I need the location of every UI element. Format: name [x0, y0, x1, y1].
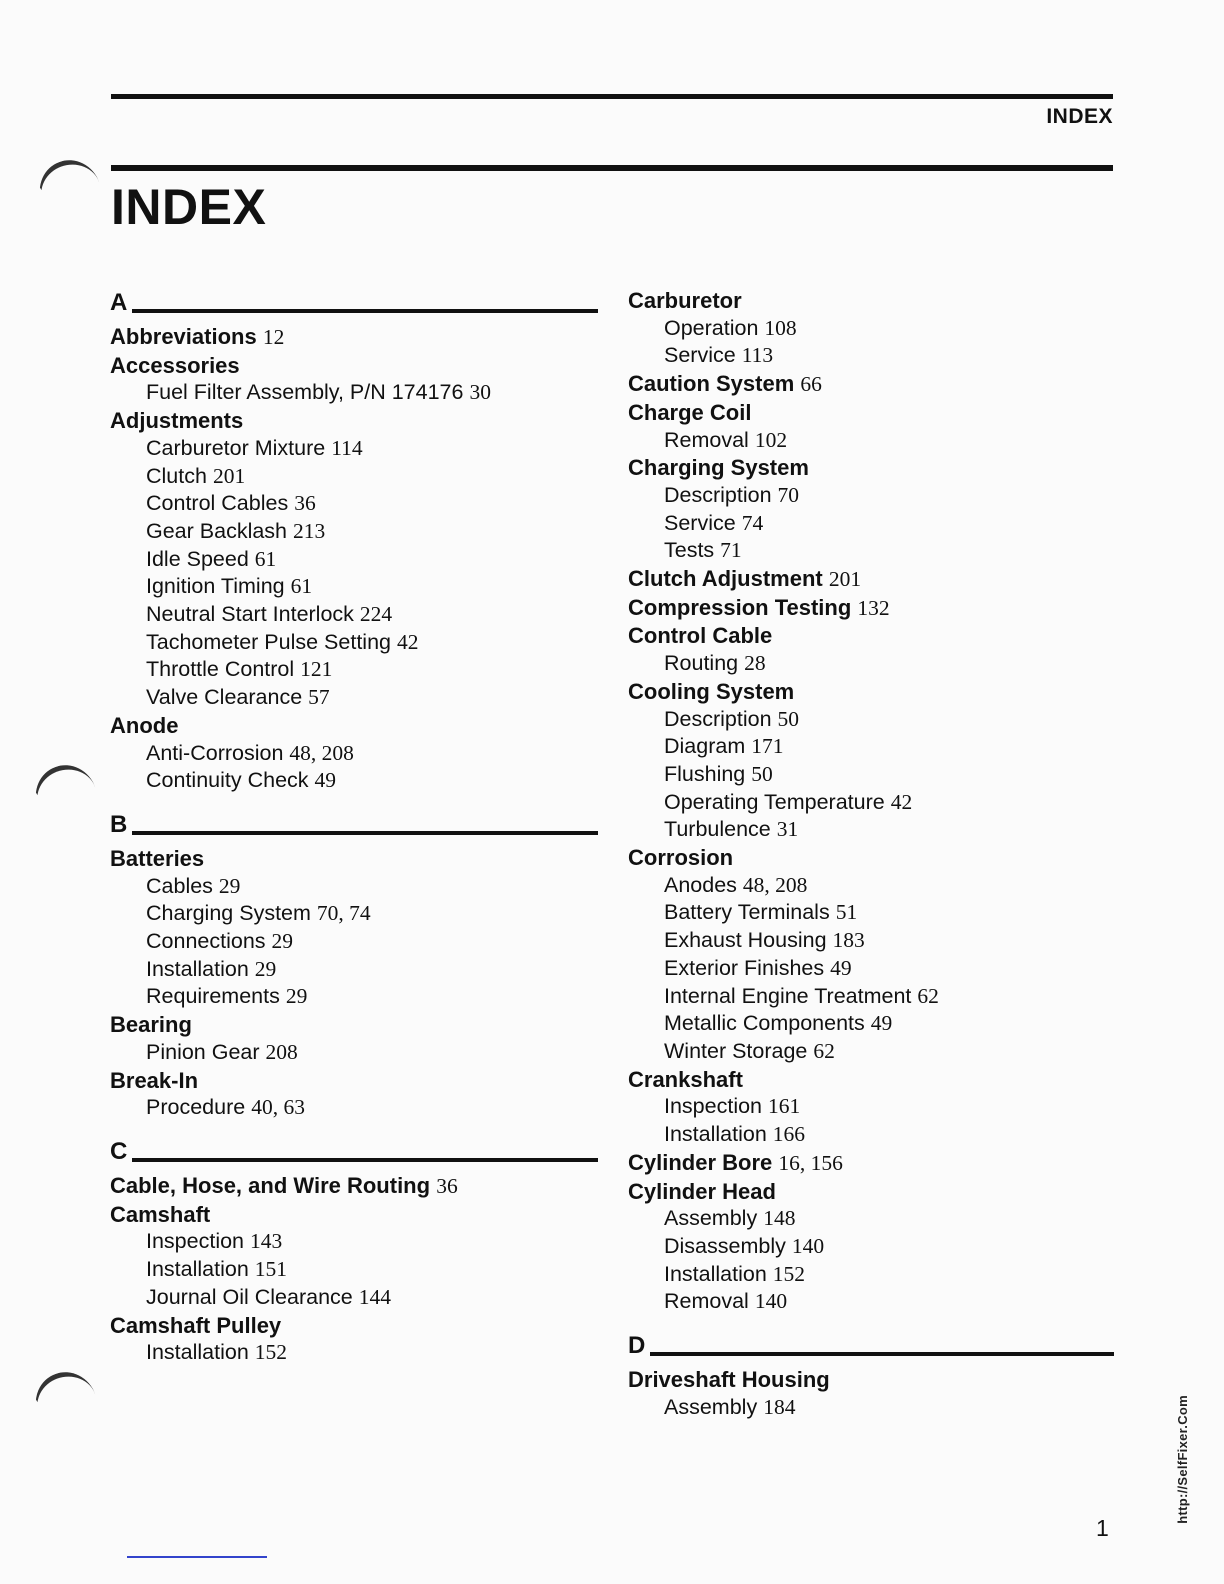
index-page-ref: 61 — [290, 574, 313, 599]
index-page-ref: 16, 156 — [778, 1150, 843, 1175]
index-term-label: Driveshaft Housing — [628, 1367, 830, 1393]
index-term-label: Anode — [110, 712, 179, 738]
index-page-ref: 66 — [800, 372, 822, 397]
index-page-ref: 49 — [314, 768, 337, 793]
index-subentry — [628, 955, 1114, 983]
index-term — [628, 454, 1114, 482]
index-term-label: Corrosion — [628, 845, 734, 871]
index-term — [628, 1066, 1114, 1094]
index-term-label: Compression Testing — [628, 594, 852, 620]
index-subentry — [110, 983, 598, 1011]
index-subentry — [110, 463, 598, 491]
section-letter-heading — [110, 1136, 598, 1172]
index-page-ref: 74 — [741, 510, 764, 535]
section-rule — [650, 1352, 1114, 1356]
index-page-ref: 113 — [741, 343, 774, 368]
index-subentry-label: Installation — [664, 1261, 767, 1286]
index-page-ref: 70, 74 — [316, 901, 371, 926]
index-subentry — [110, 1094, 598, 1122]
index-page-ref: 57 — [308, 685, 330, 710]
index-term-label: Cable, Hose, and Wire Routing — [110, 1172, 431, 1198]
index-term-label: Cylinder Bore — [628, 1149, 773, 1175]
index-subentry — [110, 601, 598, 629]
index-subentry — [628, 510, 1114, 538]
index-page-ref: 102 — [754, 427, 788, 452]
index-page-ref: 51 — [835, 900, 858, 925]
index-page-ref: 36 — [294, 491, 316, 516]
index-subentry-label: Installation — [146, 1257, 249, 1282]
index-term — [110, 1172, 598, 1201]
index-subentry-label: Metallic Components — [664, 1011, 865, 1036]
section-rule — [132, 831, 598, 835]
index-page-ref: 184 — [763, 1394, 796, 1419]
index-page-ref: 143 — [250, 1229, 283, 1254]
index-page-ref: 62 — [813, 1038, 835, 1063]
index-subentry — [628, 1205, 1114, 1233]
index-page-ref: 148 — [763, 1206, 796, 1231]
index-subentry-label: Service — [664, 343, 736, 368]
index-subentry — [628, 1093, 1114, 1121]
index-page-ref: 201 — [212, 463, 246, 488]
index-subentry-label: Inspection — [664, 1094, 763, 1119]
index-subentry — [628, 1261, 1114, 1289]
index-subentry-label: Procedure — [146, 1095, 246, 1120]
index-subentry — [110, 1039, 598, 1067]
index-subentry-label: Internal Engine Treatment — [664, 983, 912, 1008]
index-subentry-label: Fuel Filter Assembly, P/N 174176 — [146, 380, 464, 405]
index-page-ref: 48, 208 — [742, 872, 808, 897]
index-subentry-label: Description — [664, 482, 772, 507]
index-subentry — [110, 928, 598, 956]
index-page-ref: 140 — [791, 1233, 825, 1258]
index-subentry — [110, 573, 598, 601]
index-term — [628, 1178, 1114, 1206]
index-term-label: Break-In — [110, 1067, 199, 1093]
index-subentry — [110, 684, 598, 712]
index-term — [628, 399, 1114, 427]
index-page-ref: 61 — [254, 546, 277, 571]
index-term-label: Camshaft Pulley — [110, 1312, 282, 1338]
index-term — [628, 565, 1114, 594]
index-page-ref: 29 — [271, 929, 294, 954]
section-rule — [132, 309, 598, 313]
index-term-label: Carburetor — [628, 288, 742, 313]
index-page-ref: 12 — [262, 325, 285, 349]
title-rule — [111, 165, 1113, 171]
index-subentry — [628, 761, 1114, 789]
index-term-label: Adjustments — [110, 408, 244, 434]
index-page-ref: 36 — [436, 1173, 458, 1198]
index-page-ref: 40, 63 — [251, 1095, 305, 1120]
index-subentry — [110, 956, 598, 984]
index-subentry-label: Tachometer Pulse Setting — [146, 629, 391, 654]
index-term — [110, 1011, 598, 1039]
index-term-label: Cylinder Head — [628, 1178, 776, 1204]
index-term-label: Clutch Adjustment — [628, 566, 823, 592]
index-page-ref: 49 — [870, 1011, 893, 1036]
binder-hole-mark — [31, 152, 111, 234]
index-page-ref: 201 — [828, 567, 862, 592]
index-term-label: Caution System — [628, 371, 795, 397]
index-page-ref: 161 — [768, 1094, 801, 1119]
section-letter-heading — [110, 287, 598, 323]
index-page-ref: 224 — [359, 602, 393, 627]
index-subentry-label: Anodes — [664, 872, 737, 897]
index-term — [628, 1366, 1114, 1394]
index-page-ref: 30 — [469, 380, 491, 405]
index-subentry — [110, 1339, 598, 1367]
index-page-ref: 171 — [751, 734, 784, 759]
index-subentry-label: Valve Clearance — [146, 685, 303, 710]
index-subentry-label: Control Cables — [146, 491, 289, 516]
index-term-label: Bearing — [110, 1012, 192, 1038]
index-subentry-label: Removal — [664, 427, 749, 452]
index-term-label: Control Cable — [628, 623, 773, 649]
index-page-ref: 29 — [218, 873, 241, 898]
index-page-ref: 208 — [265, 1039, 298, 1064]
index-term — [110, 352, 598, 380]
index-subentry — [628, 427, 1114, 455]
binder-hole-mark — [27, 757, 107, 839]
index-term — [628, 594, 1114, 623]
index-subentry-label: Journal Oil Clearance — [146, 1284, 353, 1309]
index-subentry-label: Service — [664, 510, 736, 535]
index-subentry — [628, 899, 1114, 927]
index-subentry-label: Requirements — [146, 984, 280, 1009]
index-subentry — [110, 1284, 598, 1312]
index-term — [110, 323, 598, 352]
index-page-ref: 108 — [764, 315, 797, 340]
index-subentry-label: Turbulence — [664, 817, 771, 842]
index-page-ref: 132 — [857, 595, 890, 620]
index-subentry-label: Winter Storage — [664, 1038, 808, 1063]
index-page-ref: 152 — [254, 1340, 288, 1365]
index-subentry-label: Charging System — [146, 901, 311, 926]
index-subentry-label: Ignition Timing — [146, 574, 285, 599]
index-term — [110, 1201, 598, 1229]
scan-artifact-line — [127, 1556, 267, 1558]
section-letter: C — [110, 1137, 128, 1165]
index-subentry-label: Pinion Gear — [146, 1039, 260, 1064]
index-term — [628, 287, 1114, 315]
index-page-ref: 28 — [744, 651, 766, 676]
index-subentry — [110, 435, 598, 463]
index-subentry-label: Installation — [146, 1340, 249, 1365]
index-subentry-label: Removal — [664, 1289, 749, 1314]
index-term — [110, 845, 598, 873]
watermark-url: http://SelfFixer.Com — [1175, 1395, 1190, 1524]
index-page-ref: 29 — [254, 956, 277, 981]
index-term — [628, 1149, 1114, 1178]
index-page-ref: 152 — [772, 1261, 806, 1286]
index-subentry-label: Exterior Finishes — [664, 955, 825, 980]
index-subentry-label: Installation — [146, 956, 249, 981]
index-page-ref: 151 — [254, 1257, 288, 1282]
index-subentry — [628, 1394, 1114, 1422]
running-head: INDEX — [1046, 105, 1113, 128]
index-page-ref: 71 — [720, 538, 742, 563]
index-term — [110, 407, 598, 435]
index-page-ref: 31 — [776, 817, 799, 842]
index-subentry — [628, 733, 1114, 761]
binder-hole-mark — [27, 1364, 107, 1446]
index-column-left — [110, 287, 598, 1367]
index-page-ref: 62 — [917, 983, 939, 1008]
index-subentry — [628, 1121, 1114, 1149]
index-subentry — [628, 482, 1114, 510]
index-term-label: Charging System — [628, 455, 809, 481]
section-letter-heading — [628, 1330, 1114, 1366]
index-subentry-label: Description — [664, 706, 772, 731]
index-term — [628, 622, 1114, 650]
index-page-ref: 213 — [293, 518, 326, 543]
index-term-label: Abbreviations — [110, 324, 257, 349]
index-subentry-label: Throttle Control — [146, 657, 295, 682]
index-subentry — [110, 490, 598, 518]
index-subentry-label: Neutral Start Interlock — [146, 602, 354, 627]
index-subentry-label: Assembly — [664, 1206, 758, 1231]
index-page-ref: 50 — [751, 761, 773, 786]
index-page-ref: 166 — [772, 1122, 806, 1147]
section-rule — [132, 1158, 598, 1162]
index-subentry-label: Exhaust Housing — [664, 928, 827, 953]
index-subentry — [628, 872, 1114, 900]
index-subentry-label: Tests — [664, 538, 715, 563]
page-title: INDEX — [111, 179, 267, 235]
index-subentry — [110, 767, 598, 795]
index-subentry-label: Inspection — [146, 1229, 245, 1254]
index-subentry-label: Installation — [664, 1122, 767, 1147]
index-subentry — [110, 629, 598, 657]
index-term-label: Batteries — [110, 845, 205, 871]
index-subentry-label: Continuity Check — [146, 768, 309, 793]
index-term-label: Accessories — [110, 352, 240, 378]
index-subentry-label: Disassembly — [664, 1233, 786, 1258]
index-subentry-label: Clutch — [146, 463, 207, 488]
section-letter: B — [110, 810, 128, 838]
index-subentry — [628, 537, 1114, 565]
index-subentry — [110, 518, 598, 546]
index-subentry — [110, 873, 598, 901]
index-term-label: Crankshaft — [628, 1066, 743, 1092]
index-subentry-label: Cables — [146, 873, 213, 898]
index-page-ref: 144 — [358, 1284, 391, 1309]
index-subentry — [110, 546, 598, 574]
index-term — [628, 678, 1114, 706]
index-subentry-label: Operation — [664, 315, 759, 340]
index-subentry-label: Connections — [146, 929, 266, 954]
index-subentry-label: Battery Terminals — [664, 900, 830, 925]
index-page-ref: 42 — [890, 789, 913, 814]
index-subentry-label: Assembly — [664, 1394, 758, 1419]
index-column-right — [628, 287, 1114, 1421]
index-page-ref: 121 — [300, 657, 333, 682]
index-subentry — [110, 1228, 598, 1256]
index-subentry — [110, 1256, 598, 1284]
index-term — [110, 1312, 598, 1340]
index-page-ref: 140 — [754, 1289, 788, 1314]
index-subentry — [628, 1288, 1114, 1316]
index-term — [110, 1067, 598, 1095]
index-page-ref: 49 — [830, 955, 852, 980]
index-term-label: Camshaft — [110, 1201, 211, 1227]
index-subentry — [110, 740, 598, 768]
index-term — [628, 844, 1114, 872]
index-subentry — [110, 900, 598, 928]
index-page-ref: 29 — [285, 984, 308, 1009]
index-subentry — [110, 656, 598, 684]
index-subentry — [110, 379, 598, 407]
index-subentry — [628, 789, 1114, 817]
index-page-ref: 183 — [832, 928, 865, 953]
index-subentry — [628, 1038, 1114, 1066]
index-page-ref: 114 — [331, 435, 363, 460]
index-term-label: Charge Coil — [628, 399, 752, 425]
index-subentry-label: Carburetor Mixture — [146, 435, 326, 460]
index-page-ref: 50 — [777, 706, 800, 731]
index-subentry-label: Flushing — [664, 761, 746, 786]
index-subentry-label: Idle Speed — [146, 546, 249, 571]
index-subentry-label: Routing — [664, 651, 739, 676]
index-subentry — [628, 1233, 1114, 1261]
page-number: 1 — [1096, 1515, 1109, 1541]
index-page-ref: 70 — [777, 482, 800, 507]
section-letter: D — [628, 1332, 646, 1360]
index-subentry — [628, 650, 1114, 678]
index-subentry-label: Gear Backlash — [146, 518, 288, 543]
index-subentry — [628, 927, 1114, 955]
section-letter-heading — [110, 809, 598, 845]
section-letter: A — [110, 289, 128, 316]
index-subentry — [628, 816, 1114, 844]
header-rule — [111, 94, 1113, 99]
index-subentry — [628, 342, 1114, 370]
index-subentry — [628, 1010, 1114, 1038]
index-subentry — [628, 315, 1114, 343]
index-subentry-label: Diagram — [664, 734, 746, 759]
index-subentry-label: Operating Temperature — [664, 789, 885, 814]
index-subentry — [628, 706, 1114, 734]
index-term — [110, 712, 598, 740]
index-page-ref: 42 — [396, 629, 419, 654]
index-term — [628, 370, 1114, 399]
index-subentry-label: Anti-Corrosion — [146, 740, 284, 765]
index-term-label: Cooling System — [628, 678, 795, 704]
index-page-ref: 48, 208 — [289, 740, 354, 765]
index-subentry — [628, 983, 1114, 1011]
